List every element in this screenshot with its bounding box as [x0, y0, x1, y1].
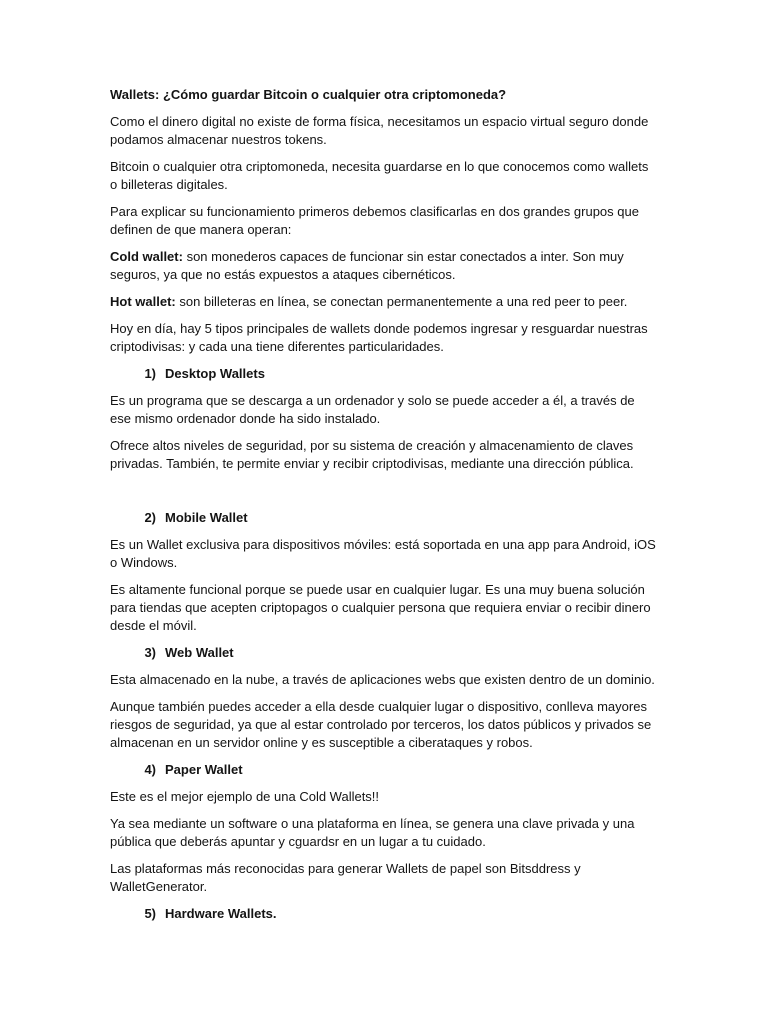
web-paragraph-1: Esta almacenado en la nube, a través de aplicaciones webs que existen dentro de un dominio. [110, 672, 655, 687]
desktop-paragraph-1: Es un programa que se descarga a un ordenador y solo se puede acceder a él, a través de ese mismo ordenador donde ha sido instalado. [110, 393, 635, 426]
section-title: Paper Wallet [165, 762, 243, 777]
intro-paragraph-1: Como el dinero digital no existe de forma física, necesitamos un espacio virtual seguro donde podamos almacenar nuestros tokens. [110, 114, 649, 147]
hot-wallet-label: Hot wallet: [110, 294, 176, 309]
mobile-paragraph-2: Es altamente funcional porque se puede usar en cualquier lugar. Es una muy buena solución para tiendas que acepten criptopagos o cualquier persona que requiera enviar o recibir dinero desde el móvil. [110, 582, 651, 633]
document-body [110, 86, 658, 932]
intro-paragraph-2: Bitcoin o cualquier otra criptomoneda, necesita guardarse en lo que conocemos como wallets o billeteras digitales. [110, 159, 649, 192]
section-number: 2) [144, 510, 156, 525]
paper-paragraph-3: Las plataformas más reconocidas para generar Wallets de papel son Bitsddress y WalletGenerator. [110, 861, 581, 894]
desktop-paragraph-2: Ofrece altos niveles de seguridad, por su sistema de creación y almacenamiento de claves privadas. También, te permite enviar y recibir criptodivisas, mediante una dirección pública. [110, 438, 634, 471]
section-title: Hardware Wallets. [165, 906, 277, 921]
section-heading-hardware-wallets [110, 905, 658, 923]
intro-paragraph-3: Para explicar su funcionamiento primeros debemos clasificarlas en dos grandes grupos que definen de que manera operan: [110, 204, 639, 237]
section-heading-mobile-wallet [110, 509, 658, 527]
web-paragraph-2: Aunque también puedes acceder a ella desde cualquier lugar o dispositivo, conlleva mayores riesgos de seguridad, ya que al estar controlado por terceros, los datos públicos y privados se almacenan en un servidor online y es susceptible a ciberataques y robos. [110, 699, 652, 750]
section-number: 1) [144, 366, 156, 381]
section-number: 3) [144, 645, 156, 660]
blank-line [110, 482, 658, 509]
mobile-paragraph-1: Es un Wallet exclusiva para dispositivos móviles: está soportada en una app para Android, iOS o Windows. [110, 537, 656, 570]
paper-paragraph-1: Este es el mejor ejemplo de una Cold Wallets!! [110, 789, 380, 804]
cold-wallet-paragraph [110, 248, 658, 284]
section-heading-paper-wallet [110, 761, 658, 779]
cold-wallet-label: Cold wallet: [110, 249, 183, 264]
document-title: Wallets: ¿Cómo guardar Bitcoin o cualquier otra criptomoneda? [110, 87, 507, 102]
section-number: 5) [144, 906, 156, 921]
hot-wallet-paragraph [110, 293, 658, 311]
section-title: Desktop Wallets [165, 366, 265, 381]
section-title: Web Wallet [165, 645, 234, 660]
section-title: Mobile Wallet [165, 510, 248, 525]
hot-wallet-text: son billeteras en línea, se conectan permanentemente a una red peer to peer. [175, 294, 628, 309]
cold-wallet-text: son monederos capaces de funcionar sin estar conectados a inter. Son muy seguros, ya que no estás expuestos a ataques cibernéticos. [110, 249, 624, 282]
paper-paragraph-2: Ya sea mediante un software o una plataforma en línea, se genera una clave privada y una pública que deberás apuntar y cguardsr en un lugar a tu cuidado. [110, 816, 635, 849]
section-heading-web-wallet [110, 644, 658, 662]
section-heading-desktop-wallets [110, 365, 658, 383]
types-intro-paragraph: Hoy en día, hay 5 tipos principales de wallets donde podemos ingresar y resguardar nuestras criptodivisas: y cada una tiene diferentes particularidades. [110, 321, 648, 354]
section-number: 4) [144, 762, 156, 777]
